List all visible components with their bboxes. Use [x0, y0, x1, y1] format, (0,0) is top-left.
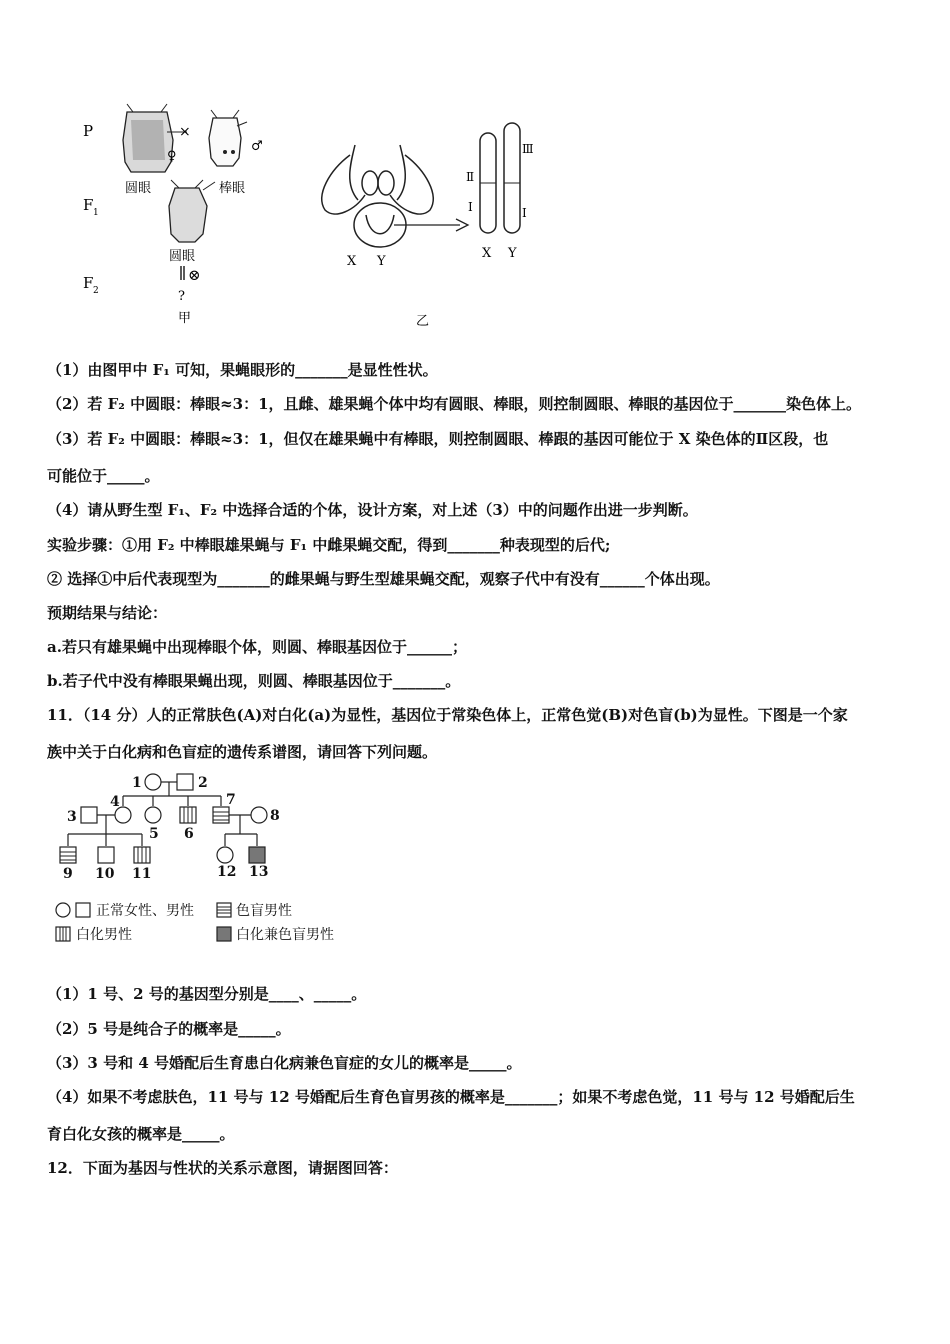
q11-sub1: （1）1 号、2 号的基因型分别是____、_____。: [47, 985, 367, 1003]
svg-text:2: 2: [198, 775, 208, 791]
legend-circle-icon: [56, 903, 70, 917]
caption-yi: 乙: [416, 314, 430, 329]
individual-7: [213, 807, 229, 823]
label-f1-round: 圆眼: [169, 249, 196, 264]
svg-text:Ⅱ: Ⅱ: [466, 170, 475, 184]
q10-part2: （2）若 F₂ 中圆眼：棒眼≈3：1，且雌、雄果蝇个体中均有圆眼、棒眼，则控制圆眼、棒眼的基因位于_______染色体上。: [47, 395, 862, 413]
q11-intro2: 族中关于白化病和色盲症的遗传系谱图，请回答下列问题。: [47, 743, 438, 761]
svg-text:1: 1: [93, 208, 99, 218]
label-y-pair: Y: [377, 254, 386, 269]
svg-text:2: 2: [93, 286, 99, 296]
q10-step1: 实验步骤：①用 F₂ 中棒眼雄果蝇与 F₁ 中雌果蝇交配，得到_______种表现型的后代;: [47, 536, 611, 554]
individual-5: [145, 807, 161, 823]
label-bar-eye: 棒眼: [219, 181, 246, 196]
q12-intro: 12．下面为基因与性状的关系示意图，请据图回答：: [47, 1159, 398, 1177]
caption-jia: 甲: [178, 311, 192, 326]
svg-text:♀: ♀: [167, 149, 177, 164]
individual-10: [98, 847, 114, 863]
legend-colorblind: 色盲男性: [236, 903, 292, 919]
x-chrom-label: X: [482, 246, 492, 261]
svg-text:10: 10: [95, 866, 115, 882]
individual-8: [251, 807, 267, 823]
svg-text:11: 11: [132, 866, 152, 882]
q11-sub4a: （4）如果不考虑肤色，11 号与 12 号婚配后生育色盲男孩的概率是_______；如果不考虑色觉，11 号与 12 号婚配后生: [47, 1088, 855, 1106]
svg-text:♂: ♂: [251, 139, 263, 154]
y-chrom-label: Y: [508, 246, 517, 261]
svg-text:6: 6: [184, 826, 194, 842]
q10-part1: （1）由图甲中 F₁ 可知，果蝇眼形的_______是显性性状。: [47, 361, 438, 379]
svg-text:Ⅰ: Ⅰ: [522, 206, 527, 220]
legend-normal: 正常女性、男性: [96, 903, 194, 919]
q10-expected-heading: 预期结果与结论：: [47, 604, 168, 622]
legend-albino: 白化男性: [76, 927, 132, 943]
individual-2: [177, 774, 193, 790]
individual-13: [249, 847, 265, 863]
gen-p: P: [83, 122, 94, 140]
q10-result-a: a.若只有雄果蝇中出现棒眼个体，则圆、棒眼基因位于______；: [47, 638, 467, 656]
individual-3: [81, 807, 97, 823]
svg-text:5: 5: [149, 826, 159, 842]
svg-text:1: 1: [132, 775, 142, 791]
gen-f2: F: [83, 274, 94, 292]
individual-1: [145, 774, 161, 790]
q10-part3b: 可能位于_____。: [47, 467, 160, 485]
figure-yi: [310, 115, 555, 330]
svg-text:Ⅲ: Ⅲ: [522, 142, 534, 156]
fly-f1-round: [169, 180, 215, 242]
legend-both-icon: [217, 927, 231, 941]
svg-text:13: 13: [249, 864, 269, 880]
svg-text:8: 8: [270, 808, 280, 824]
q11-sub2: （2）5 号是纯合子的概率是_____。: [47, 1020, 291, 1038]
gen-f1: F: [83, 196, 94, 214]
svg-text:12: 12: [217, 864, 237, 880]
svg-text:Ⅰ: Ⅰ: [468, 200, 473, 214]
pedigree-chart: [50, 768, 360, 948]
q11-sub4b: 育白化女孩的概率是_____。: [47, 1125, 235, 1143]
individual-12: [217, 847, 233, 863]
q10-step2: ② 选择①中后代表现型为_______的雌果蝇与野生型雄果蝇交配，观察子代中有没有______个体出现。: [47, 570, 720, 588]
figure-jia: [75, 100, 290, 330]
chromosome-pair-drawing: [322, 145, 433, 247]
q10-result-b: b.若子代中没有棒眼果蝇出现，则圆、棒眼基因位于_______。: [47, 672, 461, 690]
svg-text:?: ?: [178, 289, 185, 304]
q10-part3a: （3）若 F₂ 中圆眼：棒眼≈3：1，但仅在雄果蝇中有棒眼，则控制圆眼、棒跟的基因可能位于 X 染色体的Ⅱ区段，也: [47, 430, 829, 448]
y-chromosome: [504, 123, 520, 233]
q10-part4: （4）请从野生型 F₁、F₂ 中选择合适的个体，设计方案，对上述（3）中的问题作出进一步判断。: [47, 501, 698, 519]
svg-text:×: ×: [179, 124, 191, 140]
svg-text:3: 3: [67, 809, 77, 825]
q11-intro1: 11．（14 分）人的正常肤色(A)对白化(a)为显性，基因位于常染色体上，正常色觉(B)对色盲(b)为显性。下图是一个家: [47, 706, 848, 724]
svg-text:⊗: ⊗: [188, 266, 201, 284]
legend-square-icon: [76, 903, 90, 917]
legend-both: 白化兼色盲男性: [236, 927, 334, 943]
svg-text:7: 7: [226, 792, 236, 808]
individual-9: [60, 847, 76, 863]
fly-male-bar: [209, 110, 247, 166]
fly-female-round: [123, 104, 187, 172]
label-round-eye: 圆眼: [125, 181, 152, 196]
q11-sub3: （3）3 号和 4 号婚配后生育患白化病兼色盲症的女儿的概率是_____。: [47, 1054, 522, 1072]
label-x-pair: X: [347, 254, 357, 269]
svg-text:4: 4: [110, 794, 120, 810]
svg-text:9: 9: [63, 866, 73, 882]
